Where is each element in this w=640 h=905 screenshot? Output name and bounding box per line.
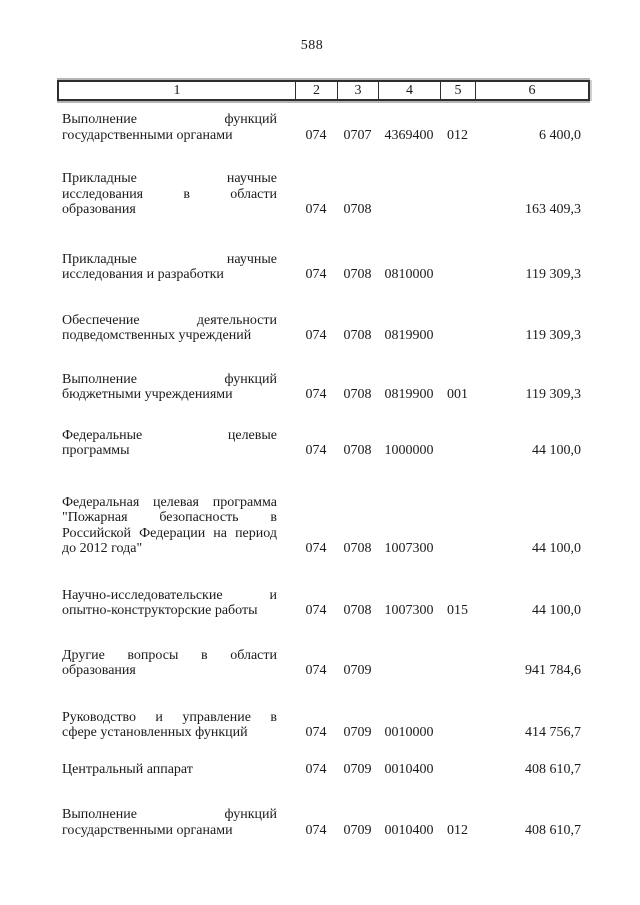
table-row (57, 171, 590, 218)
cell-amount: 44 100,0 (532, 541, 581, 556)
cell-section-code: 0708 (343, 267, 372, 282)
cell-section-code: 0709 (343, 725, 372, 740)
cell-expense-type-code: 001 (447, 387, 468, 402)
cell-amount: 408 610,7 (525, 822, 581, 838)
cell-section-code: 0708 (343, 387, 372, 402)
cell-amount: 119 309,3 (525, 387, 581, 402)
cell-amount: 163 409,3 (525, 202, 581, 217)
cell-section-code: 0707 (343, 127, 372, 143)
description-line: Выполнение функций (62, 807, 277, 822)
cell-chapter-code: 074 (305, 328, 327, 343)
description-line: опытно-конструкторские работы (62, 603, 258, 618)
table-row (57, 710, 590, 741)
table-body (57, 112, 590, 838)
cell-section-code: 0708 (343, 603, 372, 618)
cell-chapter-code: 074 (305, 761, 327, 777)
cell-section-code: 0708 (343, 328, 372, 343)
cell-section-code: 0708 (343, 541, 372, 556)
description-line: сфере установленных функций (62, 725, 248, 740)
description-line: Прикладные научные (62, 171, 277, 186)
table-row (57, 648, 590, 679)
description-line: образования (62, 663, 136, 678)
description-line: Российской Федерации на период (62, 525, 277, 541)
cell-target-article-code: 0819900 (384, 387, 434, 402)
table-row (57, 313, 590, 344)
cell-chapter-code: 074 (305, 603, 327, 618)
cell-chapter-code: 074 (305, 725, 327, 740)
table-row (57, 112, 590, 143)
row-description (57, 710, 295, 741)
description-line: Выполнение функций (62, 371, 277, 387)
description-line: Выполнение функций (62, 112, 277, 127)
budget-table (57, 80, 590, 838)
description-line: Обеспечение деятельности (62, 312, 277, 328)
cell-chapter-code: 074 (305, 541, 327, 556)
cell-expense-type-code: 015 (447, 603, 468, 618)
cell-amount: 6 400,0 (539, 127, 581, 143)
row-description (57, 252, 295, 283)
description-line: бюджетными учреждениями (62, 387, 233, 402)
cell-chapter-code: 074 (305, 822, 327, 838)
description-line: до 2012 года" (62, 541, 143, 556)
description-line: государственными органами (62, 822, 233, 838)
cell-amount: 408 610,7 (525, 761, 581, 777)
column-header-2: 2 (295, 82, 337, 99)
row-description (57, 495, 295, 557)
cell-target-article-code: 4369400 (384, 127, 434, 143)
cell-chapter-code: 074 (305, 663, 327, 678)
cell-target-article-code: 1007300 (384, 603, 434, 618)
cell-chapter-code: 074 (305, 443, 327, 458)
cell-section-code: 0709 (343, 761, 372, 777)
table-row (57, 762, 590, 778)
table-row (57, 588, 590, 619)
row-description (57, 428, 295, 459)
row-description (57, 372, 295, 403)
cell-amount: 941 784,6 (525, 663, 581, 678)
column-header-5: 5 (440, 82, 475, 99)
table-row (57, 428, 590, 459)
description-line: Научно-исследовательские и (62, 587, 277, 603)
cell-target-article-code: 1000000 (384, 443, 434, 458)
page-number: 588 (300, 38, 324, 53)
description-line: "Пожарная безопасность в (62, 510, 277, 525)
cell-amount: 44 100,0 (532, 443, 581, 458)
description-line: программы (62, 443, 130, 458)
cell-expense-type-code: 012 (447, 822, 468, 838)
description-line: Другие вопросы в области (62, 647, 277, 663)
cell-target-article-code: 0010400 (384, 761, 434, 777)
description-line: Руководство и управление в (62, 709, 277, 725)
description-line: Федеральные целевые (62, 427, 277, 443)
cell-section-code: 0708 (343, 202, 372, 217)
cell-chapter-code: 074 (305, 387, 327, 402)
row-description (57, 588, 295, 619)
cell-target-article-code: 0010400 (384, 822, 434, 838)
column-header-1: 1 (173, 83, 181, 98)
column-header-6: 6 (475, 82, 588, 99)
description-line: Центральный аппарат (62, 761, 193, 777)
column-header-4: 4 (378, 82, 440, 99)
description-line: исследования и разработки (62, 267, 224, 282)
table-row (57, 372, 590, 403)
column-header-3: 3 (337, 82, 378, 99)
row-description (57, 762, 295, 778)
table-row (57, 252, 590, 283)
table-row (57, 807, 590, 838)
description-line: подведомственных учреждений (62, 328, 252, 343)
row-description (57, 807, 295, 838)
row-description (57, 171, 295, 218)
description-line: Прикладные научные (62, 251, 277, 267)
cell-target-article-code: 0819900 (384, 328, 434, 343)
cell-expense-type-code: 012 (447, 127, 468, 143)
cell-chapter-code: 074 (305, 267, 327, 282)
row-description (57, 112, 295, 143)
cell-amount: 414 756,7 (525, 725, 581, 740)
cell-target-article-code: 1007300 (384, 541, 434, 556)
description-line: исследования в области (62, 186, 277, 202)
cell-section-code: 0709 (343, 822, 372, 838)
cell-chapter-code: 074 (305, 202, 327, 217)
cell-amount: 44 100,0 (532, 603, 581, 618)
cell-target-article-code: 0010000 (384, 725, 434, 740)
description-line: образования (62, 202, 136, 217)
cell-amount: 119 309,3 (525, 328, 581, 343)
description-line: Федеральная целевая программа (62, 494, 277, 510)
cell-chapter-code: 074 (305, 127, 327, 143)
cell-section-code: 0708 (343, 443, 372, 458)
description-line: государственными органами (62, 127, 233, 143)
cell-section-code: 0709 (343, 663, 372, 678)
table-header-row (57, 80, 590, 101)
row-description (57, 648, 295, 679)
table-row (57, 495, 590, 557)
cell-target-article-code: 0810000 (384, 267, 434, 282)
row-description (57, 313, 295, 344)
cell-amount: 119 309,3 (525, 267, 581, 282)
